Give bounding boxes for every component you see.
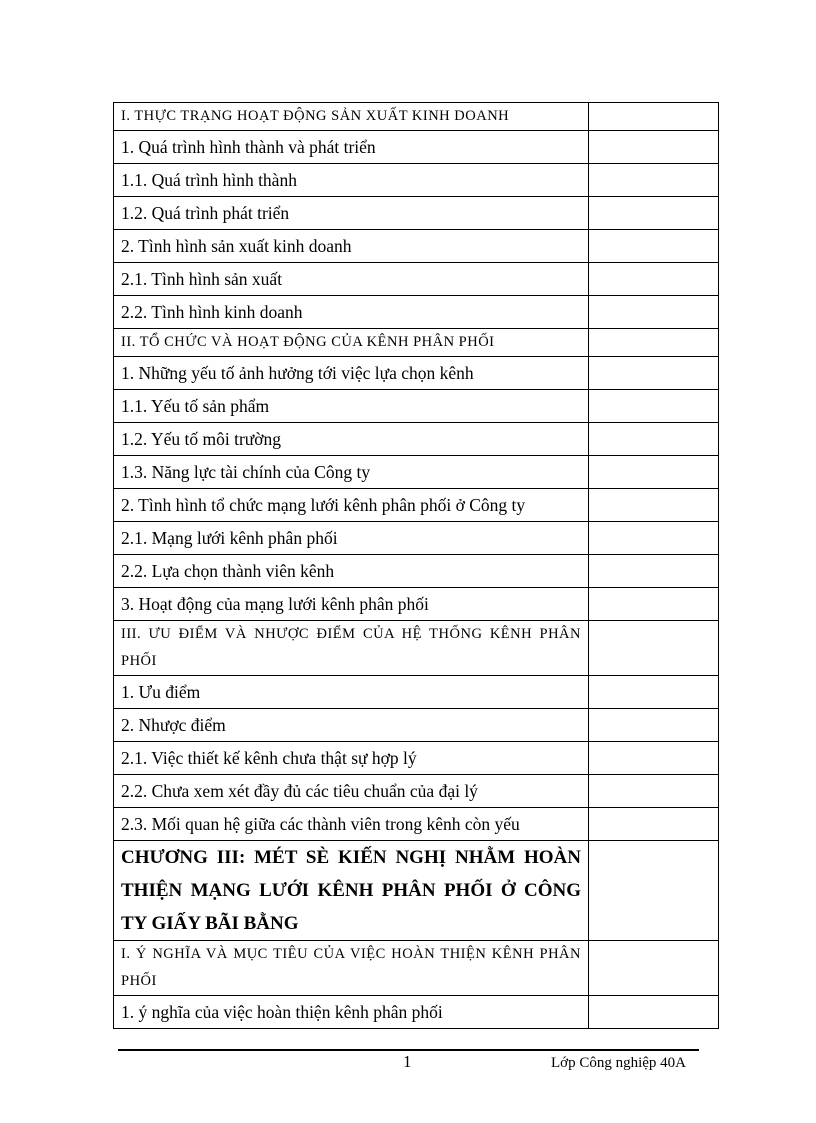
toc-page-cell: [589, 555, 719, 588]
toc-row: [114, 489, 719, 522]
toc-entry-item: 2. Tình hình tổ chức mạng lưới kênh phân phối ở Công ty: [114, 489, 589, 522]
toc-entry-item: 2.2. Tình hình kinh doanh: [114, 296, 589, 329]
toc-row: [114, 775, 719, 808]
toc-entry-item: 1.1. Yếu tố sản phẩm: [114, 390, 589, 423]
toc-entry-item: 1. ý nghĩa của việc hoàn thiện kênh phân phối: [114, 996, 589, 1029]
toc-entry-item: 1. Ưu điểm: [114, 676, 589, 709]
toc-entry-item: 1. Những yếu tố ảnh hưởng tới việc lựa chọn kênh: [114, 357, 589, 390]
toc-entry-item: 3. Hoạt động của mạng lưới kênh phân phối: [114, 588, 589, 621]
toc-row: [114, 131, 719, 164]
toc-page-cell: [589, 390, 719, 423]
toc-body: [114, 103, 719, 1029]
toc-entry-item: 1. Quá trình hình thành và phát triển: [114, 131, 589, 164]
toc-row: [114, 390, 719, 423]
toc-row: [114, 941, 719, 996]
toc-entry-item: 2.1. Mạng lưới kênh phân phối: [114, 522, 589, 555]
toc-row: [114, 296, 719, 329]
toc-page-cell: [589, 423, 719, 456]
toc-entry-item: 1.3. Năng lực tài chính của Công ty: [114, 456, 589, 489]
toc-page-cell: [589, 676, 719, 709]
toc-entry-item: 2.2. Chưa xem xét đầy đủ các tiêu chuẩn của đại lý: [114, 775, 589, 808]
toc-page-cell: [589, 357, 719, 390]
toc-page-cell: [589, 296, 719, 329]
toc-page-cell: [589, 941, 719, 996]
toc-page-cell: [589, 489, 719, 522]
toc-row: [114, 522, 719, 555]
toc-row: [114, 197, 719, 230]
toc-row: [114, 808, 719, 841]
toc-row: [114, 230, 719, 263]
toc-entry-item: 1.2. Yếu tố môi trường: [114, 423, 589, 456]
toc-page-cell: [589, 456, 719, 489]
toc-page-cell: [589, 996, 719, 1029]
toc-entry-item: 1.1. Quá trình hình thành: [114, 164, 589, 197]
toc-entry-heading: III. ƯU ĐIỂM VÀ NHƯỢC ĐIỂM CỦA HỆ THỐNG KÊNH PHÂN PHỐI: [114, 621, 589, 676]
toc-page-cell: [589, 621, 719, 676]
toc-page-cell: [589, 841, 719, 941]
toc-row: [114, 621, 719, 676]
toc-row: [114, 423, 719, 456]
toc-entry-heading: II. TỔ CHỨC VÀ HOẠT ĐỘNG CỦA KÊNH PHÂN PHỐI: [114, 329, 589, 357]
toc-row: [114, 103, 719, 131]
toc-page-cell: [589, 329, 719, 357]
toc-page-cell: [589, 103, 719, 131]
toc-entry-item: 1.2. Quá trình phát triển: [114, 197, 589, 230]
toc-page-cell: [589, 230, 719, 263]
table-of-contents: [113, 102, 719, 1029]
toc-page-cell: [589, 808, 719, 841]
toc-row: [114, 742, 719, 775]
toc-entry-item: 2.3. Mối quan hệ giữa các thành viên trong kênh còn yếu: [114, 808, 589, 841]
toc-page-cell: [589, 263, 719, 296]
toc-page-cell: [589, 131, 719, 164]
toc-row: [114, 709, 719, 742]
toc-entry-item: 2.2. Lựa chọn thành viên kênh: [114, 555, 589, 588]
footer-class-label: Lớp Công nghiệp 40A: [551, 1055, 687, 1071]
toc-page-cell: [589, 775, 719, 808]
toc-row: [114, 357, 719, 390]
toc-row: [114, 263, 719, 296]
toc-row: [114, 164, 719, 197]
toc-entry-heading: I. Ý NGHĨA VÀ MỤC TIÊU CỦA VIỆC HOÀN THIỆN KÊNH PHÂN PHỐI: [114, 941, 589, 996]
toc-entry-item: 2. Nhược điểm: [114, 709, 589, 742]
toc-row: [114, 555, 719, 588]
footer-rule: [118, 1049, 699, 1051]
toc-row: [114, 676, 719, 709]
toc-page-cell: [589, 164, 719, 197]
toc-page-cell: [589, 522, 719, 555]
toc-row: [114, 841, 719, 941]
toc-page-cell: [589, 588, 719, 621]
toc-entry-heading: I. THỰC TRẠNG HOẠT ĐỘNG SẢN XUẤT KINH DOANH: [114, 103, 589, 131]
toc-row: [114, 456, 719, 489]
toc-page-cell: [589, 197, 719, 230]
toc-entry-item: 2.1. Tình hình sản xuất: [114, 263, 589, 296]
page-number: 1: [403, 1052, 412, 1071]
toc-entry-item: 2.1. Việc thiết kế kênh chưa thật sự hợp lý: [114, 742, 589, 775]
toc-row: [114, 329, 719, 357]
toc-entry-item: 2. Tình hình sản xuất kinh doanh: [114, 230, 589, 263]
toc-row: [114, 588, 719, 621]
toc-row: [114, 996, 719, 1029]
toc-page-cell: [589, 709, 719, 742]
toc-page-cell: [589, 742, 719, 775]
toc-entry-chapter: CHƯƠNG III: MÉT SÈ KIẾN NGHỊ NHẰM HOÀN THIỆN MẠNG LƯỚI KÊNH PHÂN PHỐI Ở CÔNG TY GIẤY BÃI BẰNG: [114, 841, 589, 941]
